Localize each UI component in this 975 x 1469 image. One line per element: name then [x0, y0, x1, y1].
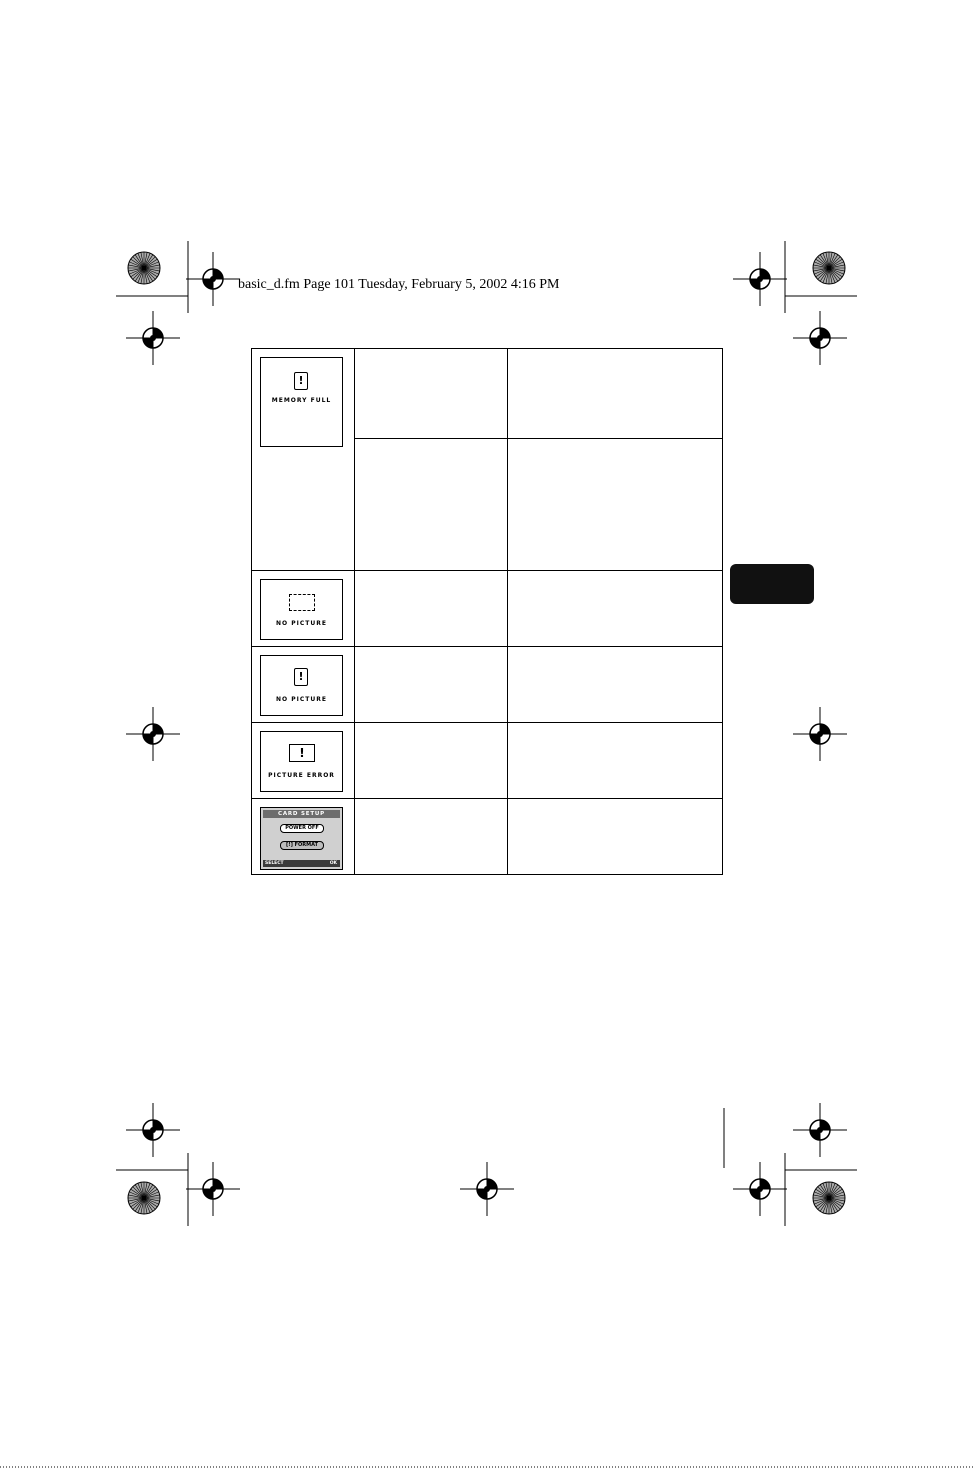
- card-setup-screen: [260, 807, 343, 870]
- screen-picture-error: [260, 731, 343, 792]
- exclamation-box-icon: !: [289, 744, 315, 762]
- remedy-cell: [508, 647, 723, 723]
- table-row: [252, 349, 723, 439]
- screen-label: MEMORY FULL: [271, 397, 332, 404]
- screen-cell: [252, 647, 355, 723]
- screen-cell: [252, 349, 355, 571]
- card-setup-title: CARD SETUP: [263, 810, 340, 818]
- cause-cell: [355, 349, 508, 439]
- card-setup-footer: [263, 860, 340, 867]
- footer-ok: OK: [329, 861, 337, 866]
- empty-frame-icon: [289, 594, 315, 611]
- remedy-cell: [508, 349, 723, 439]
- screen-label: NO PICTURE: [276, 696, 327, 703]
- table-row: [252, 799, 723, 875]
- cause-cell: [355, 723, 508, 799]
- remedy-cell: [508, 571, 723, 647]
- screen-memory-full: [260, 357, 343, 447]
- memory-card-icon: !: [294, 668, 308, 686]
- section-tab: [730, 564, 814, 604]
- table-row: [252, 647, 723, 723]
- screen-cell: [252, 571, 355, 647]
- table-row: [252, 723, 723, 799]
- screen-no-picture-card: [260, 655, 343, 716]
- error-message-table: [251, 348, 723, 875]
- remedy-cell: [508, 799, 723, 875]
- cause-cell: [355, 571, 508, 647]
- cause-cell: [355, 439, 508, 571]
- remedy-cell: [508, 723, 723, 799]
- table-row: [252, 571, 723, 647]
- screen-label: NO PICTURE: [276, 620, 327, 627]
- power-off-option: POWER OFF: [280, 824, 324, 833]
- memory-card-icon: !: [294, 372, 308, 390]
- page-header: basic_d.fm Page 101 Tuesday, February 5, 2002 4:16 PM: [238, 277, 560, 292]
- format-option: [!] FORMAT: [280, 841, 324, 850]
- cause-cell: [355, 799, 508, 875]
- cause-cell: [355, 647, 508, 723]
- remedy-cell: [508, 439, 723, 571]
- screen-label: PICTURE ERROR: [268, 772, 335, 779]
- screen-cell: [252, 799, 355, 875]
- screen-no-picture: [260, 579, 343, 640]
- footer-select: SELECT: [265, 861, 284, 866]
- screen-cell: [252, 723, 355, 799]
